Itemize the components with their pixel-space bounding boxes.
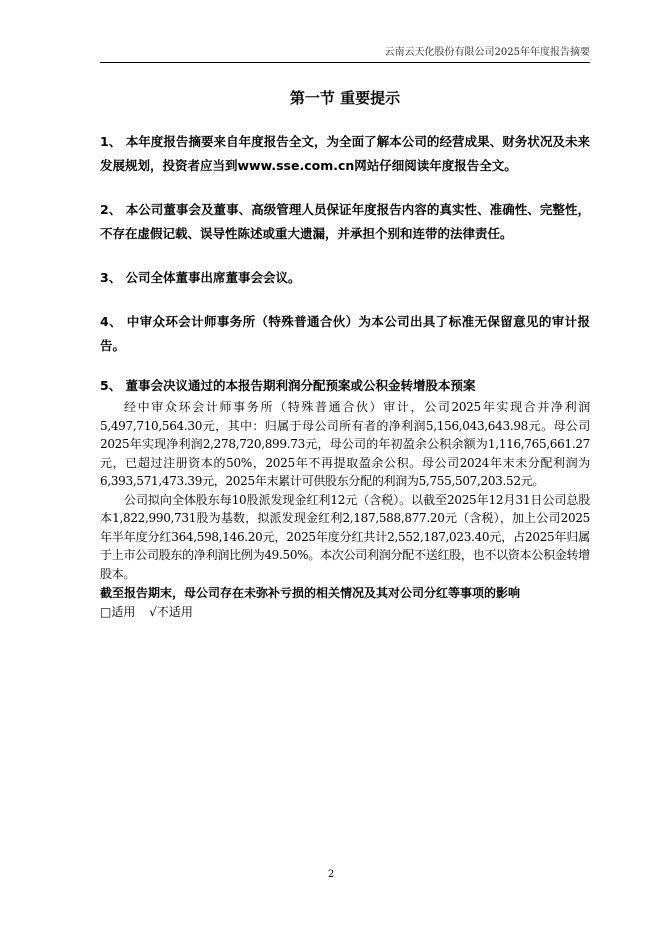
notice-item-1: 1、 本年度报告摘要来自年度报告全文，为全面了解本公司的经营成果、财务状况及未来发展规划，投资者应当到www.sse.com.cn网站仔细阅读年度报告全文。	[100, 134, 590, 173]
running-header: 云南云天化股份有限公司2025年年度报告摘要	[384, 47, 590, 58]
profit-distribution-paragraph-1: 经中审众环会计师事务所（特殊普通合伙）审计，公司2025年实现合并净利润5,497,710,564.30元，其中：归属于母公司所有者的净利润5,156,043,643.98元。母公司2025年实现净利润2,278,720,899.73元，母公司的年初盈余公积余额为1,116,765,661.27元，已超过注册资本的50%，2025年不再提取盈余公积。母公司2024年末未分配利润为6,393,571,473.39元，2025年末累计可供股东分配的利润为5,755,507,203.52元。	[100, 400, 590, 488]
option-applicable: □适用	[100, 605, 136, 619]
uncovered-loss-heading: 截至报告期末，母公司存在未弥补亏损的相关情况及其对公司分红等事项的影响	[100, 586, 521, 600]
notice-item-3: 3、 公司全体董事出席董事会会议。	[100, 270, 301, 285]
profit-distribution-paragraph-2: 公司拟向全体股东每10股派发现金红利12元（含税）。以截至2025年12月31日公司总股本1,822,990,731股为基数，拟派发现金红利2,187,588,877.20元（含税），加上公司2025年半年度分红364,598,146.20元，2025年度分红共计2,552,187,023.40元，占2025年归属于上市公司股东的净利润比例为49.50%。本次公司利润分配不送红股，也不以资本公积金转增股本。	[100, 492, 590, 581]
section-title: 第一节 重要提示	[289, 89, 401, 107]
option-not-applicable: √不适用	[149, 605, 193, 619]
notice-item-4: 4、 中审众环会计师事务所（特殊普通合伙）为本公司出具了标准无保留意见的审计报告。	[100, 314, 590, 353]
applicability-options	[100, 603, 590, 621]
notice-item-5: 5、 董事会决议通过的本报告期利润分配预案或公积金转增股本预案	[100, 378, 476, 393]
page-number: 2	[327, 869, 335, 880]
page-body	[100, 130, 590, 621]
header-divider	[100, 62, 590, 63]
notice-item-2: 2、 本公司董事会及董事、高级管理人员保证年度报告内容的真实性、准确性、完整性，不存在虚假记载、误导性陈述或重大遗漏，并承担个别和连带的法律责任。	[100, 202, 590, 241]
